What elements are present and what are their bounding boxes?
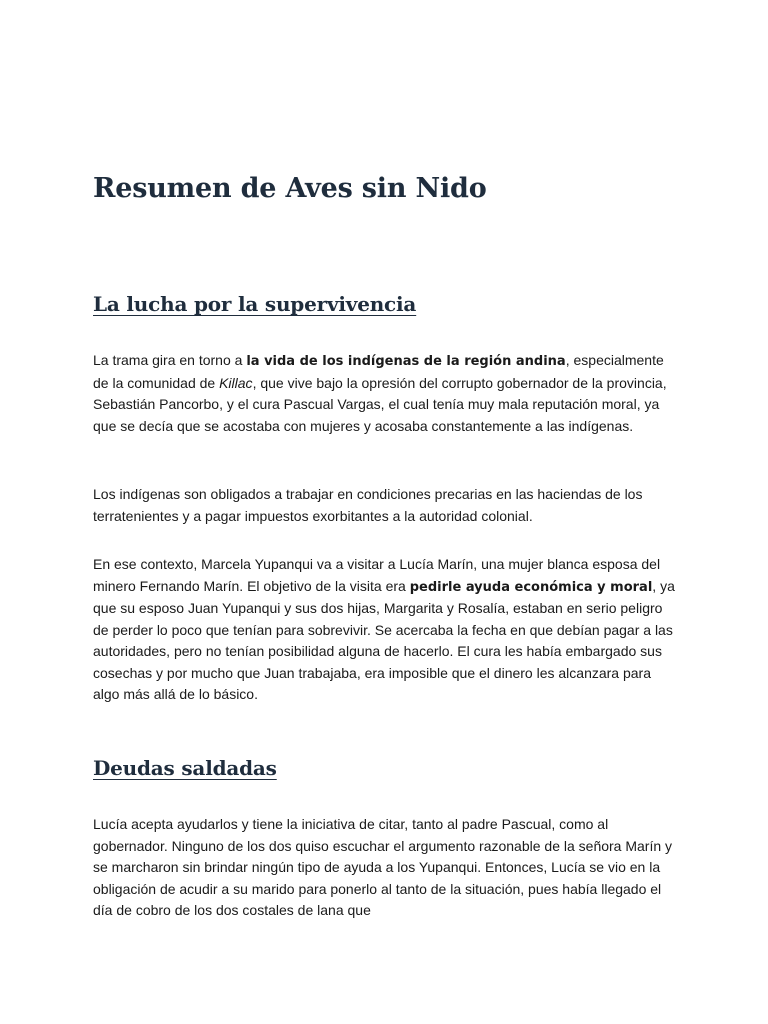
paragraph-indigenas (93, 484, 678, 527)
italic-text: Killac (219, 374, 253, 391)
section-heading-deudas: Deudas saldadas (93, 756, 277, 780)
text-span: En ese contexto, Marcela Yupanqui va a visitar a Lucía Marín, una mujer blanca esposa del minero Fernando Marín. El objetivo de la visita era (93, 556, 661, 594)
text-span: , especialmente de la comunidad de (93, 352, 664, 391)
paragraph-trama (93, 350, 678, 437)
text-span: Lucía acepta ayudarlos y tiene la iniciativa de citar, tanto al padre Pascual, como al gobernador. Ninguno de los dos quiso escuchar el argumento razonable de la señora Marín y se marcharon sin brindar ningún tipo de ayuda a los Yupanqui. Entonces, Lucía se vio en la obligación de acudir a su marido para ponerlo al tanto de la situación, pues había llegado el día de cobro de los dos costales de lana que (93, 816, 673, 918)
text-span: Los indígenas son obligados a trabajar en condiciones precarias en las haciendas de los terratenientes y a pagar impuestos exorbitantes a la autoridad colonial. (93, 486, 643, 524)
bold-text: pedirle ayuda económica y moral (409, 579, 653, 595)
page-title: Resumen de Aves sin Nido (93, 173, 487, 204)
section-heading-supervivencia: La lucha por la supervivencia (93, 292, 417, 316)
bold-text: la vida de los indígenas de la región andina (246, 354, 566, 369)
paragraph-contexto (93, 554, 678, 706)
text-span: , que vive bajo la opresión del corrupto gobernador de la provincia, Sebastián Pancorbo, y el cura Pascual Vargas, el cual tenía muy mala reputación moral, ya que se decía que se acostaba con mujeres y acosaba constantemente a las indígenas. (93, 374, 667, 434)
paragraph-lucia (93, 814, 678, 922)
text-span: , ya que su esposo Juan Yupanqui y sus dos hijas, Margarita y Rosalía, estaban en serio peligro de perder lo poco que tenían para sobrevivir. Se acercaba la fecha en que debían pagar a las autoridades, pero no tenían posibilidad alguna de hacerlo. El cura les había embargado sus cosechas y por mucho que Juan trabajaba, era imposible que el dinero les alcanzara para algo más allá de lo básico. (93, 577, 675, 702)
text-span: La trama gira en torno a (93, 352, 247, 368)
